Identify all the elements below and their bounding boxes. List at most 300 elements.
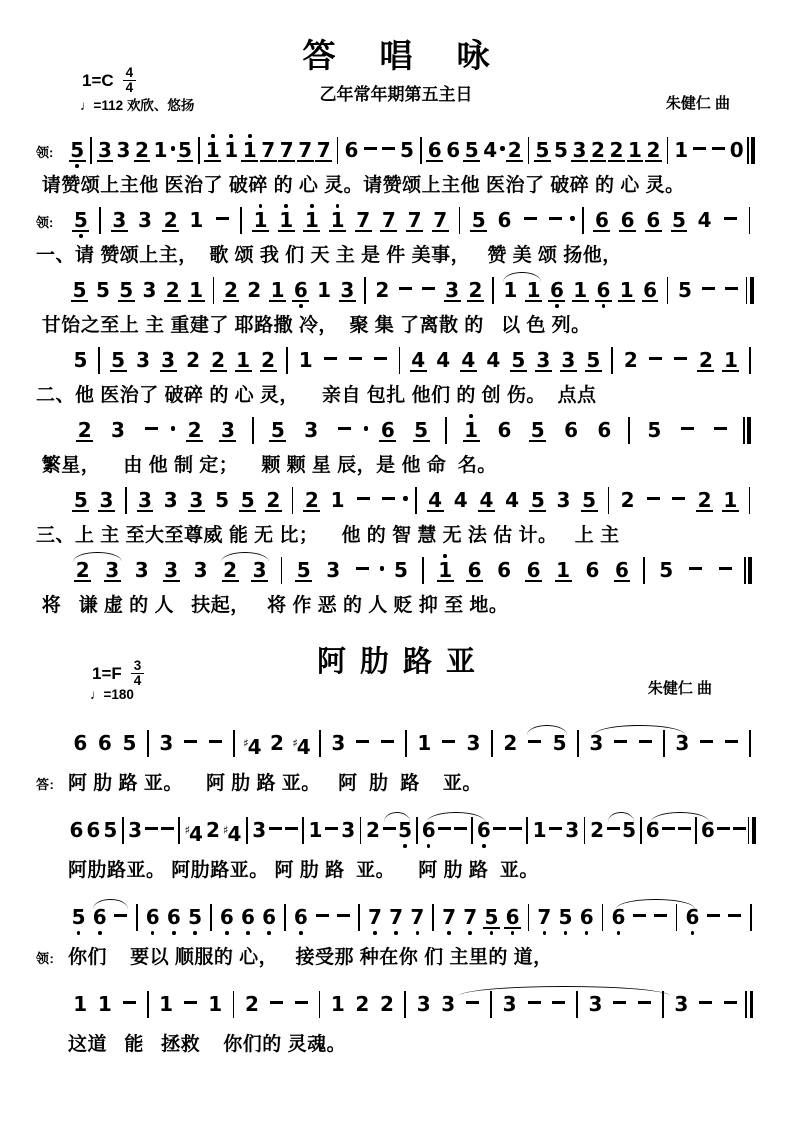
digit: 1 [242, 138, 257, 162]
octave-dot-below-slot [427, 842, 431, 849]
token-cell [534, 899, 555, 936]
note-digit [96, 725, 113, 762]
digit: 4 [479, 488, 494, 512]
token-cell [313, 986, 325, 1023]
digit: 6 [700, 818, 715, 842]
notation-line [36, 342, 756, 379]
note-digit [355, 202, 372, 239]
barline [576, 986, 578, 1023]
duration-dash [725, 725, 738, 762]
token-cell [264, 986, 289, 1023]
low-octave-dot [617, 931, 621, 935]
token-cell [499, 482, 525, 519]
digit: 3 [163, 488, 178, 512]
low-octave-dot [172, 931, 176, 935]
token-cell [296, 132, 315, 169]
note-digit [483, 899, 500, 936]
digit: 1 [317, 278, 332, 302]
note-digit [722, 482, 739, 519]
octave-dot-below-slot [585, 929, 589, 936]
token-cell [545, 272, 568, 309]
note-digit [210, 342, 227, 379]
low-octave-dot [585, 931, 589, 935]
final-barline [744, 552, 752, 589]
token-cell [718, 342, 743, 379]
digit: 2 [163, 208, 178, 232]
token-cell [597, 899, 608, 936]
duration-dash [638, 986, 651, 1023]
note-digit [137, 482, 154, 519]
low-octave-dot [490, 931, 494, 935]
score-system [36, 812, 756, 882]
token-cell [428, 899, 439, 936]
token-cell [208, 272, 220, 309]
digit: 7 [356, 208, 371, 232]
digit: 6 [620, 208, 635, 232]
duration-dash [399, 272, 412, 309]
notation-line [36, 412, 756, 449]
digit: 1 [556, 558, 570, 582]
lyric-text: 一、请 赞颂上主， 歌 颂 我 们 天 主 是 件 美事， 赞 美 颂 扬他， [36, 245, 622, 266]
token-cell [93, 986, 118, 1023]
token-cell [746, 132, 756, 169]
token-cell [286, 482, 299, 519]
digit: 1 [438, 558, 453, 582]
duration-dash [145, 412, 158, 449]
lyric-line [36, 520, 756, 547]
notation-line [36, 812, 756, 849]
barline [628, 412, 630, 449]
token-cell [94, 482, 120, 519]
barline [364, 272, 366, 309]
note-digit [409, 899, 426, 936]
digit: 5 [511, 348, 526, 372]
note-digit [696, 202, 713, 239]
duration-dash [524, 202, 537, 239]
low-octave-dot [267, 931, 271, 935]
duration-dash [633, 899, 646, 936]
low-octave-dot [193, 931, 197, 935]
duration-dash [552, 986, 565, 1023]
token-cell [359, 272, 371, 309]
piece1-key-signature [82, 66, 136, 95]
duration-dash [337, 899, 350, 936]
barline [676, 899, 678, 936]
digit: 6 [240, 905, 255, 929]
part-label [36, 841, 68, 849]
note-digit [410, 342, 427, 379]
lyric-line [36, 1029, 756, 1056]
duration-dash [295, 986, 308, 1023]
barline [136, 899, 138, 936]
token-cell [268, 812, 284, 849]
digit: 2 [503, 731, 518, 755]
octave-dot-below-slot [98, 929, 102, 936]
digit: 1 [189, 278, 203, 302]
token-cell [404, 412, 437, 449]
token-cell [607, 132, 626, 169]
barline [147, 986, 149, 1023]
piece2-systems [36, 725, 756, 1056]
note-digit [644, 812, 661, 849]
digit: 3 [138, 488, 152, 512]
token-cell [488, 412, 521, 449]
barline [749, 342, 751, 379]
token-cell [328, 412, 361, 449]
octave-dot-below-slot [299, 929, 303, 936]
digit: 3 [111, 418, 125, 442]
digit: 6 [92, 905, 107, 929]
digit: 2 [211, 348, 226, 372]
note-digit [619, 202, 636, 239]
part-label: 领: [36, 951, 55, 966]
token-cell [368, 342, 393, 379]
low-octave-dot [482, 844, 486, 848]
token-cell [156, 552, 185, 589]
token-cell [589, 812, 606, 849]
digit: 3 [502, 992, 517, 1016]
digit: 5 [582, 488, 597, 512]
duration-dash [639, 725, 652, 762]
digit: 2 [187, 418, 202, 442]
part-label [36, 511, 68, 519]
note-digit [452, 482, 469, 519]
note-digit [470, 202, 487, 239]
token-cell [132, 202, 158, 239]
note-digit [462, 899, 479, 936]
note-digit [187, 899, 204, 936]
digit: 2 [646, 138, 661, 162]
token-cell [119, 482, 132, 519]
token-cell [588, 412, 621, 449]
digit: 1 [619, 278, 634, 302]
note-digit [241, 132, 258, 169]
token-cell [406, 342, 431, 379]
digit: 7 [433, 208, 448, 232]
token-cell [691, 132, 710, 169]
token-cell [460, 552, 489, 589]
note-digit [627, 132, 644, 169]
duration-dash [689, 552, 702, 589]
note-digit [645, 132, 662, 169]
token-cell [486, 725, 498, 762]
duration-dash [356, 552, 369, 589]
duration-dash [717, 812, 730, 849]
token-cell [666, 202, 692, 239]
duration-dash [674, 342, 687, 379]
lyric-line [36, 855, 756, 882]
note-digit [696, 482, 713, 519]
token-cell [456, 342, 481, 379]
token-cell [589, 202, 615, 239]
digit: 6 [615, 558, 629, 582]
token-cell [606, 342, 619, 379]
token-cell [194, 132, 203, 169]
digit: 5 [296, 558, 311, 582]
digit: 5 [215, 488, 229, 512]
token-cell [672, 132, 691, 169]
barline [122, 812, 124, 849]
digit: 6 [646, 208, 661, 232]
digit: 6 [262, 905, 277, 929]
barline [284, 899, 286, 936]
duration-dash [438, 812, 451, 849]
token-cell [240, 986, 265, 1023]
token-cell [142, 899, 163, 936]
digit: 2 [223, 558, 238, 582]
note-digit [219, 412, 236, 449]
digit: 5 [119, 278, 134, 302]
note-digit [260, 132, 277, 169]
note-digit [699, 812, 716, 849]
digit: 3 [164, 558, 179, 582]
token-cell [521, 412, 554, 449]
token-cell [342, 132, 361, 169]
digit: 5 [270, 418, 285, 442]
token-cell [289, 552, 318, 589]
barline [302, 812, 304, 849]
note-digit [235, 342, 252, 379]
barline [281, 552, 283, 589]
token-cell [668, 342, 693, 379]
note-digit [329, 202, 346, 239]
note-digit [329, 482, 346, 519]
duration-dash [316, 899, 329, 936]
token-cell [161, 272, 184, 309]
note-digit [435, 342, 452, 379]
part-label [36, 441, 68, 449]
digit: 5 [464, 138, 479, 162]
note-digit [445, 132, 462, 169]
digit: 5 [672, 208, 686, 232]
digit: 4 [486, 348, 501, 372]
token-cell [175, 812, 183, 849]
digit: 1 [723, 348, 738, 372]
note-digit [91, 899, 108, 936]
token-cell [186, 552, 215, 589]
duration-dash [649, 342, 662, 379]
token-cell [444, 132, 463, 169]
token-cell [176, 132, 195, 169]
token-cell [289, 986, 314, 1023]
note-digit [463, 132, 480, 169]
token-cell [68, 725, 93, 762]
part-label: 领: [36, 215, 54, 230]
note-digit [437, 552, 454, 589]
token-row [68, 132, 756, 169]
duration-dash [269, 812, 282, 849]
token-cell [460, 899, 481, 936]
score-system [36, 899, 756, 969]
note-digit [303, 202, 320, 239]
digit: 6 [685, 905, 700, 929]
token-cell [524, 132, 533, 169]
note-digit [531, 812, 548, 849]
digit: 5 [394, 558, 408, 582]
token-cell [744, 725, 756, 762]
octave-dot-below-slot [77, 929, 81, 936]
low-octave-dot [543, 931, 547, 935]
digit: 1 [304, 208, 319, 232]
token-cell [299, 482, 325, 519]
digit: 2 [507, 138, 522, 162]
token-cell [219, 272, 242, 309]
token-cell [681, 552, 710, 589]
digit: 2 [591, 138, 605, 162]
digit: 3 [589, 731, 604, 755]
slur-arc-group [645, 812, 716, 849]
token-cell [248, 202, 274, 239]
barline [319, 986, 321, 1023]
lyric-text: 将 谦 虚 的 人 扶起， 将 作 恶 的 人 贬 抑 至 地。 [36, 595, 509, 616]
time-signature-numerator: 3 [131, 659, 145, 674]
barline [602, 899, 604, 936]
note-digit [536, 899, 553, 936]
lyric-text: 阿肋路亚。 阿肋路亚。 阿 肋 路 亚。 阿 肋 路 亚。 [68, 860, 539, 881]
octave-dot-below-slot [602, 302, 606, 309]
note-digit [160, 342, 177, 379]
lyric-text: 这道 能 拯救 你们的 灵魂。 [68, 1034, 347, 1055]
token-cell [481, 899, 502, 936]
duration-dash [714, 412, 727, 449]
digit: ♯4 [243, 735, 262, 759]
token-cell [274, 552, 289, 589]
digit: 6 [549, 278, 564, 302]
digit: 7 [389, 905, 404, 929]
low-octave-dot [77, 931, 81, 935]
note-digit [593, 202, 610, 239]
digit: 0 [729, 138, 744, 162]
note-digit [221, 812, 243, 849]
token-cell [673, 272, 696, 309]
digit: 5 [71, 905, 86, 929]
sharp-sign: ♯ [243, 736, 249, 750]
note-digit [295, 552, 312, 589]
note-digit [427, 482, 444, 519]
digit: 2 [304, 488, 319, 512]
slur-arc-group [608, 899, 703, 936]
digit: 5 [188, 905, 202, 929]
low-octave-dot [246, 931, 250, 935]
token-cell [438, 412, 455, 449]
token-cell [569, 272, 592, 309]
note-digit [192, 552, 209, 589]
note-digit [268, 725, 285, 762]
digit: 5 [72, 278, 87, 302]
low-octave-dot [416, 931, 420, 935]
barline [292, 482, 294, 519]
digit: 6 [427, 138, 442, 162]
duration-dash [356, 725, 369, 762]
token-cell [745, 899, 756, 936]
note-digit [207, 986, 224, 1023]
note-digit [578, 899, 595, 936]
token-cell [114, 132, 133, 169]
octave-dot-below-slot [555, 302, 559, 309]
token-cell [289, 725, 314, 762]
token-cell [151, 132, 170, 169]
note-digit [303, 412, 320, 449]
barline [233, 725, 235, 762]
token-cell [506, 342, 531, 379]
duration-dash [654, 899, 667, 936]
duration-dash [724, 202, 737, 239]
note-digit [158, 725, 175, 762]
note-digit [496, 552, 513, 589]
digit: 5 [677, 278, 692, 302]
digit: 3 [138, 208, 152, 232]
token-cell [142, 725, 154, 762]
note-digit [102, 812, 119, 849]
piece2-composer: 朱健仁 曲 [647, 680, 712, 697]
octave-dot-below-slot [564, 929, 568, 936]
token-cell [411, 986, 436, 1023]
digit: 5 [178, 138, 192, 162]
barline [399, 342, 401, 379]
note-digit [291, 725, 313, 762]
token-cell [325, 482, 351, 519]
lyric-line [36, 240, 756, 267]
duration-dash [702, 272, 715, 309]
note-digit [367, 899, 384, 936]
digit: 3 [331, 731, 346, 755]
note-digit [162, 202, 179, 239]
digit: 2 [266, 488, 281, 512]
token-cell [278, 132, 297, 169]
lyric-text: 你们 要以 顺服的 心， 接受那 种在你 们 主里的 道， [68, 947, 553, 968]
token-row [68, 552, 756, 589]
note-digit [482, 132, 499, 169]
token-cell [431, 342, 456, 379]
barline [358, 899, 360, 936]
token-cell [228, 725, 240, 762]
digit: 6 [497, 558, 512, 582]
score-system [36, 482, 756, 547]
token-cell [299, 812, 307, 849]
slur-arc-group [605, 812, 637, 849]
digit: 6 [564, 418, 578, 442]
digit: 5 [530, 418, 545, 442]
duration-dash [493, 812, 506, 849]
token-cell [416, 132, 425, 169]
note-digit [251, 552, 268, 589]
token-cell [184, 202, 210, 239]
note-digit [315, 132, 332, 169]
duration-dash [647, 482, 660, 519]
digit: 7 [261, 138, 276, 162]
barline [526, 812, 528, 849]
note-digit [475, 812, 492, 849]
octave-dot-below-slot [403, 842, 407, 849]
low-octave-dot [691, 931, 695, 935]
piece1-header [36, 30, 756, 132]
barline [643, 552, 645, 589]
digit: 6 [526, 558, 541, 582]
token-cell [68, 986, 93, 1023]
octave-dot-below-slot [225, 929, 229, 936]
digit: 5 [647, 418, 662, 442]
note-digit [121, 725, 138, 762]
score-system [36, 412, 756, 477]
token-row [68, 725, 756, 762]
digit: 5 [659, 558, 674, 582]
note-digit [223, 272, 240, 309]
note-digit [397, 812, 414, 849]
digit: 1 [153, 138, 168, 162]
notation-line [36, 272, 756, 309]
token-cell [68, 342, 93, 379]
note-digit [388, 899, 405, 936]
